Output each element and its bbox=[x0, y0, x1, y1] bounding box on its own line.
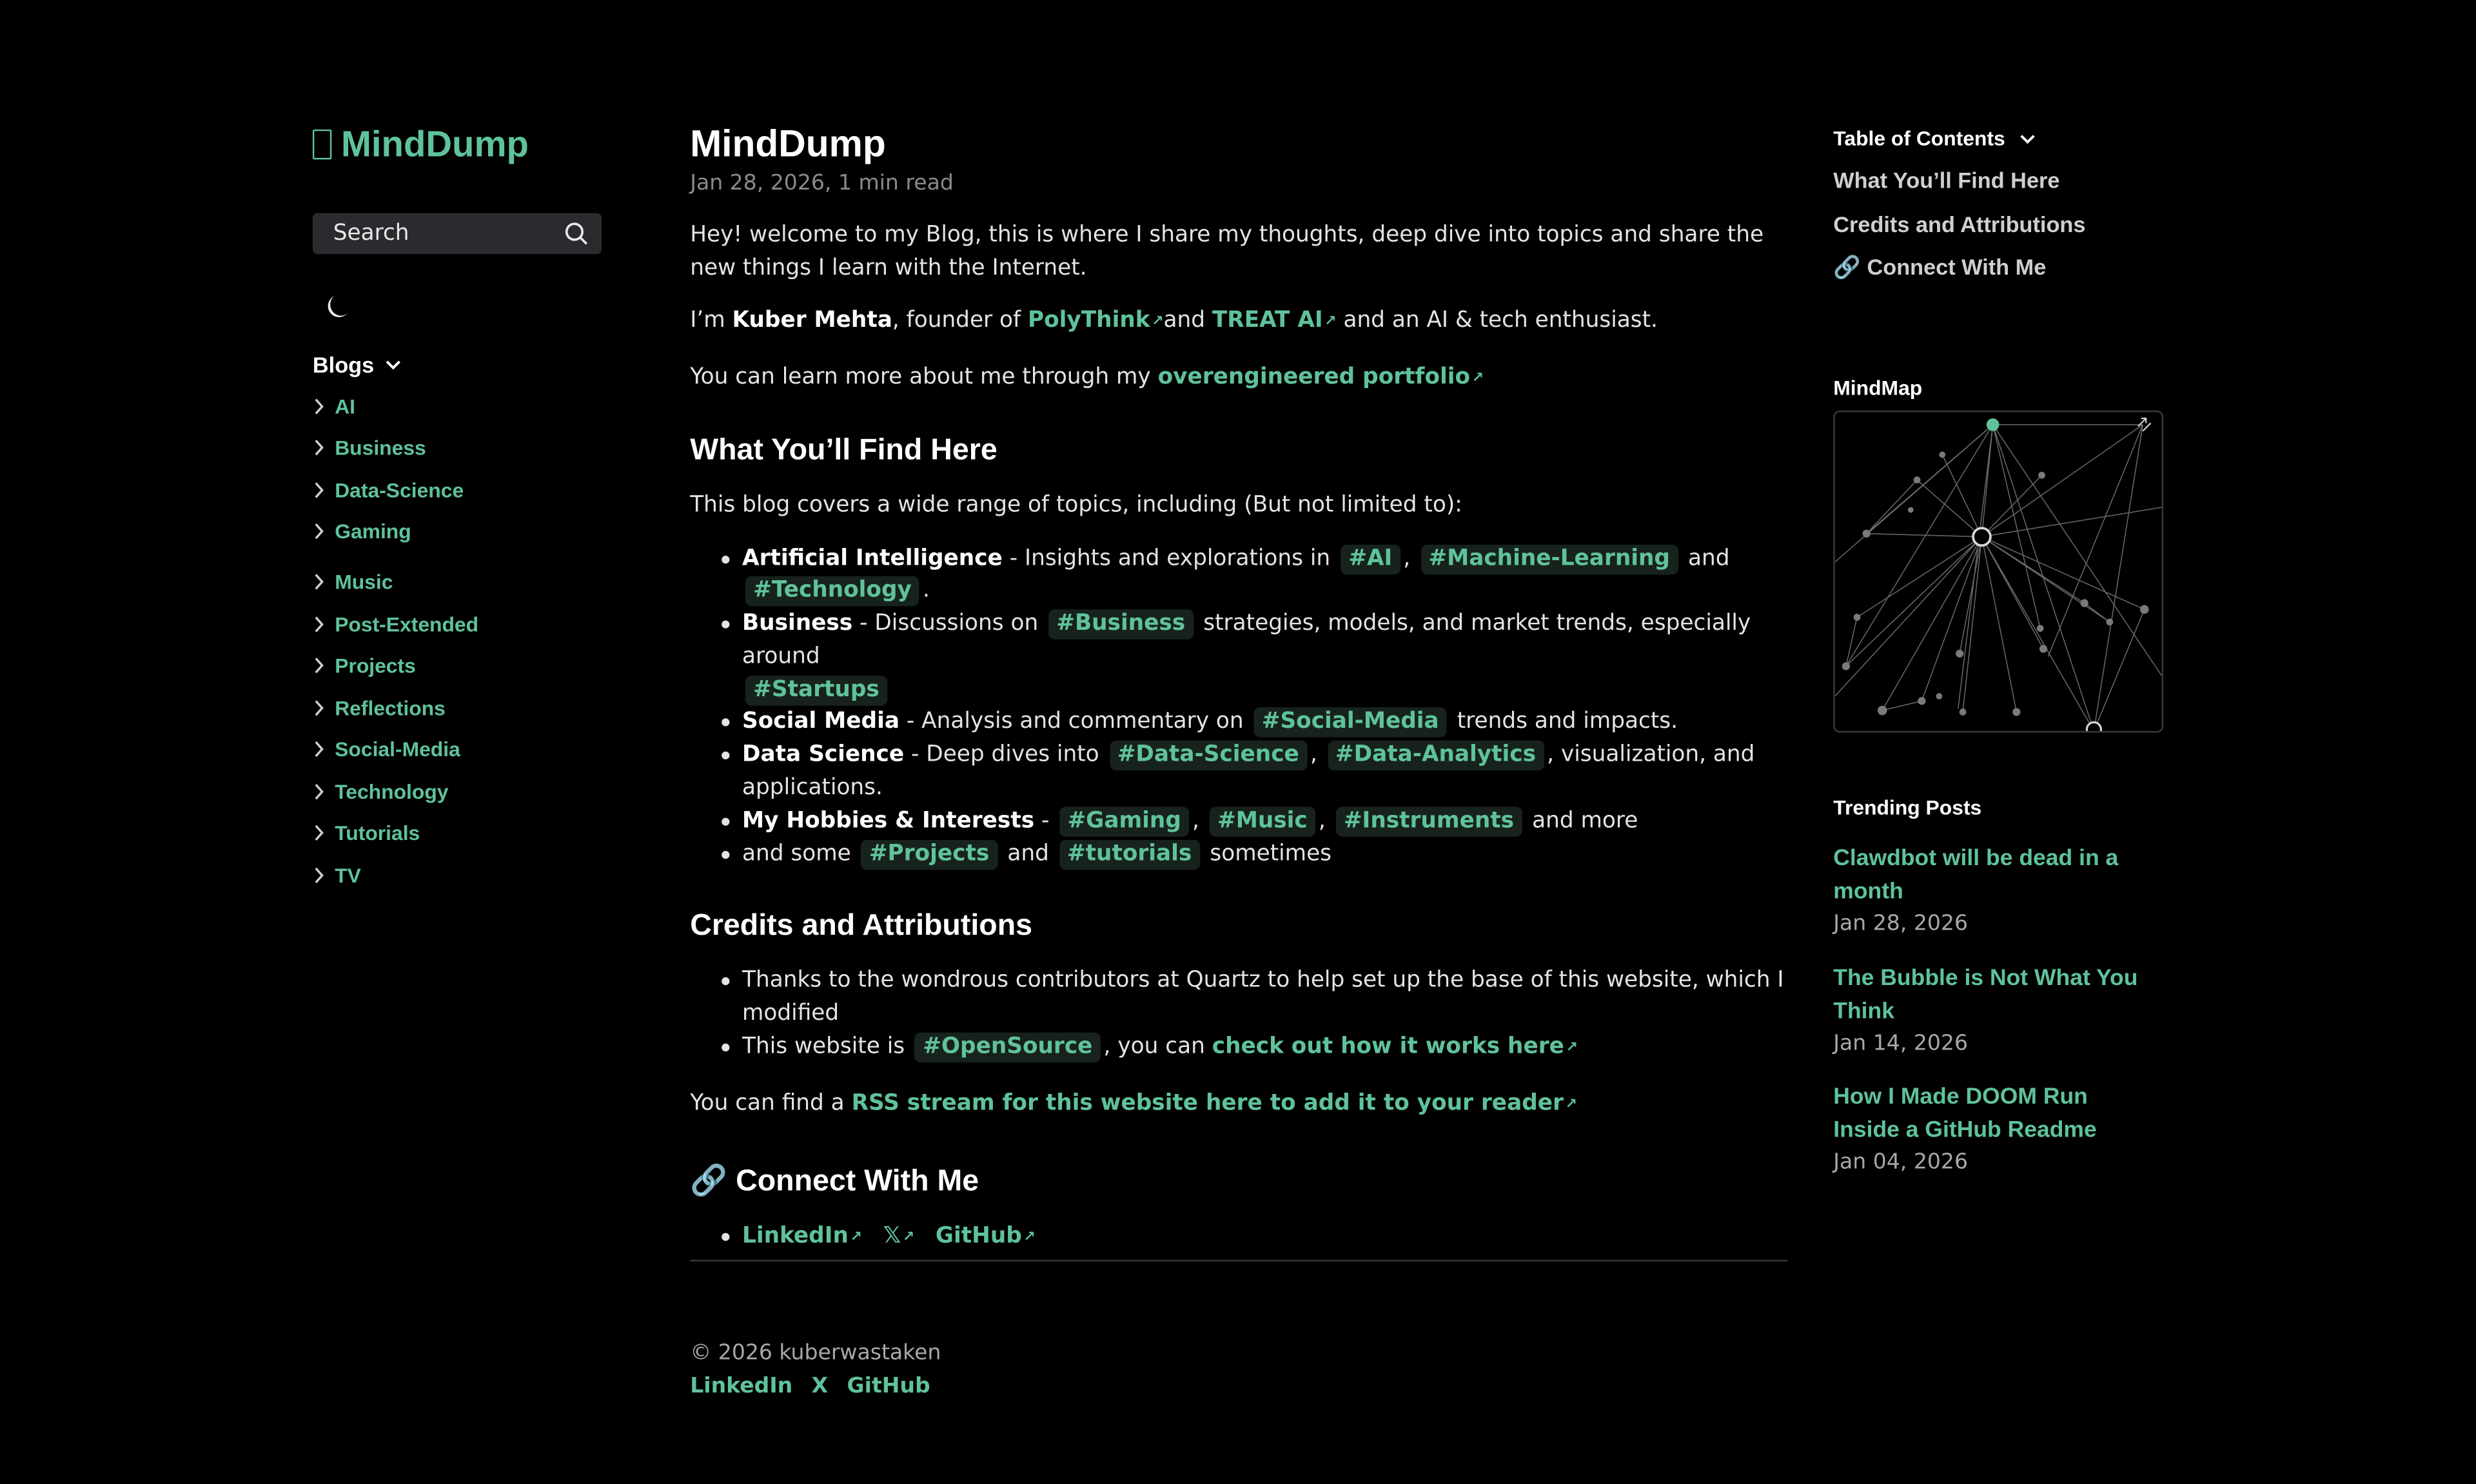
list-item: Data Science - Deep dives into #Data-Science , #Data-Analytics , visualization, and applications. bbox=[742, 739, 1787, 805]
topic-text: - Insights and explorations in bbox=[1002, 545, 1338, 571]
rss-link[interactable] bbox=[852, 1091, 1577, 1116]
chevron-down-icon bbox=[384, 355, 402, 374]
rss-prefix: You can find a bbox=[690, 1090, 852, 1117]
folder-label: Music bbox=[335, 570, 393, 594]
trending-post[interactable] bbox=[1833, 843, 2157, 936]
trending-post-date: Jan 14, 2026 bbox=[1833, 1031, 1968, 1057]
article-date: Jan 28, 2026, bbox=[690, 170, 832, 196]
logo-icon bbox=[313, 130, 331, 160]
topic-and: and bbox=[1681, 545, 1730, 571]
topic-label: Artificial Intelligence bbox=[742, 545, 1003, 571]
footer-link-github[interactable]: GitHub bbox=[847, 1373, 930, 1399]
list-item bbox=[742, 838, 1787, 871]
folder-label: AI bbox=[335, 395, 356, 418]
about-prefix: I’m bbox=[690, 308, 732, 333]
external-link-icon: ↗ bbox=[1566, 1040, 1578, 1057]
graph-view[interactable] bbox=[1833, 411, 2163, 733]
list-item: Artificial Intelligence - Insights and explorations in #AI , #Machine-Learning and #Technology . bbox=[742, 542, 1787, 608]
topic-label: Social Media bbox=[742, 709, 900, 735]
find-intro: This blog covers a wide range of topics, including (But not limited to): bbox=[690, 493, 1462, 518]
toc-title: Table of Contents bbox=[1833, 126, 2005, 150]
topic-end: sometimes bbox=[1203, 841, 1332, 866]
tag-business[interactable]: #Business bbox=[1048, 610, 1193, 640]
topic-label: Business bbox=[742, 610, 853, 637]
tag-social-media[interactable]: #Social-Media bbox=[1253, 708, 1446, 738]
about-paragraph bbox=[690, 305, 1787, 340]
folder-label: Social-Media bbox=[335, 737, 460, 761]
topic-end: , visualization, and applications. bbox=[742, 742, 1755, 801]
topic-text: - Deep dives into bbox=[904, 742, 1106, 768]
treat-ai-link[interactable] bbox=[1212, 308, 1337, 333]
toc-item-credits[interactable]: Credits and Attributions bbox=[1833, 211, 2086, 237]
chevron-right-icon bbox=[313, 398, 326, 415]
external-link-icon: ↗ bbox=[1324, 314, 1337, 330]
trending-post[interactable] bbox=[1833, 1082, 2157, 1175]
search-icon bbox=[564, 221, 589, 246]
left-sidebar bbox=[312, 123, 613, 888]
topic-and: and bbox=[1000, 841, 1056, 866]
chevron-right-icon bbox=[313, 699, 326, 717]
folder-reflections[interactable] bbox=[313, 696, 446, 720]
folder-label: Gaming bbox=[335, 519, 411, 543]
os-mid: , you can bbox=[1103, 1034, 1212, 1060]
trending-post-date: Jan 04, 2026 bbox=[1833, 1149, 1968, 1175]
connect-list bbox=[690, 1221, 1787, 1257]
topic-end: . bbox=[923, 578, 930, 604]
topic-label: My Hobbies & Interests bbox=[742, 808, 1035, 834]
rss-paragraph bbox=[690, 1088, 1787, 1123]
topic-text: - Analysis and commentary on bbox=[899, 709, 1251, 735]
topics-list bbox=[690, 542, 1787, 870]
folder-label: TV bbox=[335, 863, 361, 888]
external-link-icon: ↗ bbox=[1152, 314, 1164, 330]
footer-link-linkedin[interactable]: LinkedIn bbox=[690, 1373, 793, 1399]
folder-music[interactable] bbox=[313, 570, 393, 594]
toc-item-connect[interactable]: 🔗 Connect With Me bbox=[1833, 254, 2047, 280]
folder-social-media[interactable] bbox=[313, 737, 460, 761]
tag-startups[interactable]: #Startups bbox=[745, 675, 887, 705]
graph-title: MindMap bbox=[1833, 375, 1923, 400]
article-meta bbox=[690, 170, 1787, 195]
folder-post-extended[interactable] bbox=[313, 612, 478, 636]
topic-end: and more bbox=[1525, 808, 1638, 834]
footer-copyright: © 2026 kuberwastaken bbox=[690, 1340, 941, 1366]
topic-prefix: and some bbox=[742, 841, 858, 866]
os-prefix: This website is bbox=[742, 1034, 912, 1060]
portfolio-paragraph bbox=[690, 361, 1787, 396]
folder-label: Technology bbox=[335, 779, 449, 804]
folder-label: Reflections bbox=[335, 696, 446, 720]
trending-title: Trending Posts bbox=[1833, 796, 1982, 820]
list-item bbox=[742, 1221, 1787, 1257]
credits-list bbox=[690, 965, 1787, 1067]
chevron-right-icon bbox=[313, 523, 326, 540]
folder-projects[interactable] bbox=[313, 654, 416, 678]
folder-label: Post-Extended bbox=[335, 612, 479, 636]
explorer-toggle[interactable] bbox=[313, 352, 613, 377]
folder-business[interactable] bbox=[313, 436, 426, 460]
how-it-works-link[interactable] bbox=[1212, 1034, 1578, 1059]
author-name: Kuber Mehta bbox=[732, 308, 892, 333]
list-item bbox=[742, 1031, 1787, 1067]
tag-technology[interactable]: #Technology bbox=[745, 577, 919, 607]
chevron-right-icon bbox=[313, 783, 326, 801]
external-link-icon: ↗ bbox=[1565, 1097, 1577, 1113]
folder-tv[interactable] bbox=[313, 864, 361, 888]
search-button[interactable] bbox=[313, 213, 602, 255]
tag-machine-learning[interactable]: #Machine-Learning bbox=[1420, 544, 1678, 574]
rss-label: RSS stream for this website here to add it to your reader bbox=[851, 1090, 1564, 1117]
folder-label: Projects bbox=[335, 653, 416, 678]
explorer-title: Blogs bbox=[312, 352, 375, 378]
topic-text: - Discussions on bbox=[852, 610, 1046, 637]
about-and: and bbox=[1163, 308, 1212, 333]
site-logo-link[interactable] bbox=[313, 123, 613, 166]
portfolio-link[interactable] bbox=[1158, 364, 1484, 389]
folder-label: Business bbox=[335, 435, 426, 460]
list-item bbox=[742, 608, 1787, 707]
tag-gaming[interactable]: #Gaming bbox=[1059, 806, 1189, 837]
trending-post-date: Jan 28, 2026 bbox=[1833, 911, 1968, 937]
heading-find-here: What You’ll Find Here bbox=[690, 434, 997, 467]
tag-music[interactable]: #Music bbox=[1210, 806, 1315, 837]
x-label: 𝕏 bbox=[883, 1224, 901, 1250]
external-link-icon: ↗ bbox=[1023, 1230, 1036, 1247]
link-emoji-icon: 🔗 bbox=[690, 1166, 728, 1199]
linkedin-link[interactable] bbox=[742, 1224, 862, 1249]
chevron-right-icon bbox=[313, 867, 326, 884]
dark-mode-toggle-moon-icon[interactable] bbox=[324, 292, 352, 320]
polythink-label: PolyThink bbox=[1027, 308, 1150, 333]
trending-post-title: Clawdbot will be dead in a month bbox=[1833, 846, 2119, 904]
folder-gaming[interactable] bbox=[313, 520, 411, 543]
intro-paragraph: Hey! welcome to my Blog, this is where I share my thoughts, deep dive into topics and share the new things I learn with the Internet. bbox=[690, 222, 1764, 280]
footer-divider bbox=[690, 1260, 1787, 1261]
about-mid: , founder of bbox=[892, 308, 1028, 333]
page-title: MindDump bbox=[690, 123, 886, 166]
brand-title: MindDump bbox=[340, 123, 529, 164]
toc-item-find-here[interactable]: What You’ll Find Here bbox=[1833, 167, 2060, 193]
toc-toggle[interactable] bbox=[1833, 126, 2165, 150]
linkedin-label: LinkedIn bbox=[742, 1224, 849, 1250]
chevron-right-icon bbox=[313, 741, 326, 758]
heading-credits: Credits and Attributions bbox=[690, 910, 1033, 944]
polythink-link[interactable] bbox=[1028, 308, 1163, 333]
article bbox=[690, 123, 1787, 1399]
topic-label: Data Science bbox=[742, 742, 905, 768]
treat-ai-label: TREAT AI bbox=[1212, 308, 1323, 333]
right-sidebar bbox=[1833, 126, 2165, 1175]
external-link-icon: ↗ bbox=[902, 1230, 915, 1247]
chevron-right-icon bbox=[313, 439, 326, 456]
graph-canvas bbox=[1835, 412, 2163, 732]
folder-data-science[interactable] bbox=[313, 478, 464, 502]
folder-ai[interactable] bbox=[313, 395, 355, 418]
heading-connect-label: Connect With Me bbox=[736, 1166, 979, 1199]
read-time: 1 min read bbox=[838, 170, 954, 196]
folder-technology[interactable] bbox=[313, 780, 449, 804]
list-item: My Hobbies & Interests - #Gaming , #Music , #Instruments and more bbox=[742, 805, 1787, 838]
trending-post-title: The Bubble is Not What You Think bbox=[1833, 966, 2138, 1024]
folder-tutorials[interactable] bbox=[313, 821, 420, 845]
portfolio-label: overengineered portfolio bbox=[1157, 364, 1471, 389]
tag-data-science[interactable]: #Data-Science bbox=[1109, 741, 1307, 771]
tag-projects[interactable]: #Projects bbox=[861, 839, 997, 870]
tag-ai[interactable]: #AI bbox=[1341, 544, 1400, 574]
footer-links bbox=[690, 1374, 930, 1399]
portfolio-prefix: You can learn more about me through my bbox=[690, 364, 1158, 389]
x-link[interactable] bbox=[883, 1224, 915, 1249]
search-label: Search bbox=[333, 220, 409, 247]
topic-mid: strategies, models, and market trends, especially around bbox=[742, 610, 1751, 670]
tag-tutorials[interactable]: #tutorials bbox=[1059, 839, 1200, 870]
folder-label: Data-Science bbox=[335, 478, 464, 502]
list-item bbox=[742, 707, 1787, 739]
topic-end: trends and impacts. bbox=[1449, 709, 1678, 735]
trending-post-title: How I Made DOOM Run Inside a GitHub Readme bbox=[1833, 1084, 2097, 1142]
folder-label: Tutorials bbox=[335, 821, 420, 845]
external-link-icon: ↗ bbox=[1471, 370, 1484, 386]
chevron-right-icon bbox=[313, 573, 326, 591]
chevron-right-icon bbox=[313, 482, 326, 499]
tag-instruments[interactable]: #Instruments bbox=[1336, 806, 1522, 837]
github-label: GitHub bbox=[935, 1224, 1022, 1250]
how-it-works-label: check out how it works here bbox=[1212, 1034, 1564, 1060]
github-link[interactable] bbox=[936, 1224, 1036, 1249]
list-item: Thanks to the wondrous contributors at Quartz to help set up the base of this website, which I modified bbox=[742, 965, 1787, 1031]
about-suffix: and an AI & tech enthusiast. bbox=[1336, 308, 1658, 333]
chevron-right-icon bbox=[313, 616, 326, 633]
heading-connect bbox=[690, 1162, 1787, 1200]
expand-graph-icon[interactable] bbox=[2138, 418, 2151, 431]
trending-post[interactable] bbox=[1833, 963, 2157, 1056]
external-link-icon: ↗ bbox=[850, 1230, 862, 1247]
tag-opensource[interactable]: #OpenSource bbox=[915, 1033, 1101, 1063]
footer-link-x[interactable]: X bbox=[811, 1373, 829, 1399]
chevron-right-icon bbox=[313, 657, 326, 674]
chevron-down-icon bbox=[2018, 129, 2036, 148]
chevron-right-icon bbox=[313, 824, 326, 841]
topic-text: - bbox=[1034, 808, 1057, 834]
tag-data-analytics[interactable]: #Data-Analytics bbox=[1328, 741, 1544, 771]
